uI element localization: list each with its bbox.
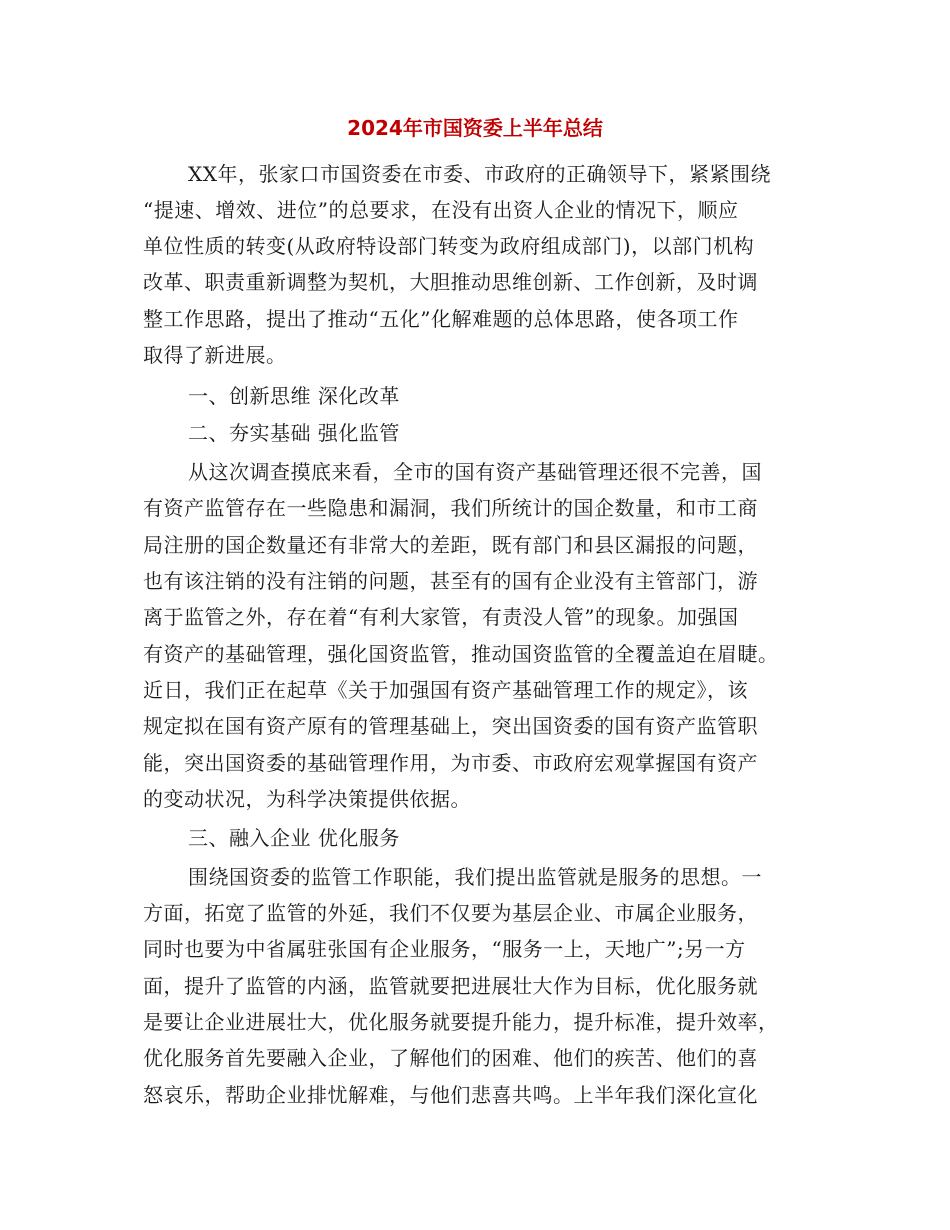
section-heading: 三、融入企业 优化服务: [188, 826, 400, 850]
paragraph-line: XX年，张家口市国资委在市委、市政府的正确领导下，紧紧围绕: [188, 162, 771, 186]
paragraph-line: “提速、增效、进位”的总要求，在没有出资人企业的情况下，顺应: [143, 198, 739, 222]
paragraph-line: 规定拟在国有资产原有的管理基础上，突出国资委的国有资产监管职: [143, 714, 758, 738]
paragraph-line: 单位性质的转变(从政府特设部门转变为政府组成部门)，以部门机构: [143, 234, 755, 258]
paragraph-line: 能，突出国资委的基础管理作用，为市委、市政府宏观掌握国有资产: [143, 751, 758, 775]
paragraph-line: 也有该注销的没有注销的问题，甚至有的国有企业没有主管部门，游: [143, 569, 758, 593]
paragraph-line: 有资产监管存在一些隐患和漏洞，我们所统计的国企数量，和市工商: [143, 496, 758, 520]
paragraph-line: 有资产的基础管理，强化国资监管，推动国资监管的全覆盖迫在眉睫。: [143, 642, 779, 666]
paragraph-line: 取得了新进展。: [143, 343, 287, 367]
section-heading: 一、创新思维 深化改革: [188, 384, 400, 408]
paragraph-line: 围绕国资委的监管工作职能，我们提出监管就是服务的思想。一: [188, 865, 762, 889]
section-heading: 二、夯实基础 强化监管: [188, 421, 400, 445]
document-title: 2024年市国资委上半年总结: [347, 116, 603, 140]
paragraph-line: 优化服务首先要融入企业，了解他们的困难、他们的疾苦、他们的喜: [143, 1046, 758, 1070]
paragraph-line: 同时也要为中省属驻张国有企业服务，“服务一上，天地广”;另一方: [143, 937, 746, 961]
paragraph-line: 整工作思路，提出了推动“五化”化解难题的总体思路，使各项工作: [143, 307, 739, 331]
paragraph-line: 局注册的国企数量还有非常大的差距，既有部门和县区漏报的问题，: [143, 533, 758, 557]
paragraph-line: 的变动状况，为科学决策提供依据。: [143, 787, 471, 811]
paragraph-line: 改革、职责重新调整为契机，大胆推动思维创新、工作创新，及时调: [143, 270, 758, 294]
paragraph-line: 离于监管之外，存在着“有利大家管，有责没人管”的现象。加强国: [143, 605, 739, 629]
paragraph-line: 从这次调查摸底来看，全市的国有资产基础管理还很不完善，国: [188, 460, 762, 484]
paragraph-line: 方面，拓宽了监管的外延，我们不仅要为基层企业、市属企业服务，: [143, 901, 758, 925]
paragraph-line: 怒哀乐，帮助企业排忧解难，与他们悲喜共鸣。上半年我们深化宣化: [143, 1083, 758, 1107]
paragraph-line: 近日，我们正在起草《关于加强国有资产基础管理工作的规定》，该: [143, 678, 748, 702]
paragraph-line: 是要让企业进展壮大，优化服务就要提升能力，提升标准，提升效率，: [143, 1010, 779, 1034]
paragraph-line: 面，提升了监管的内涵，监管就要把进展壮大作为目标，优化服务就: [143, 974, 758, 998]
